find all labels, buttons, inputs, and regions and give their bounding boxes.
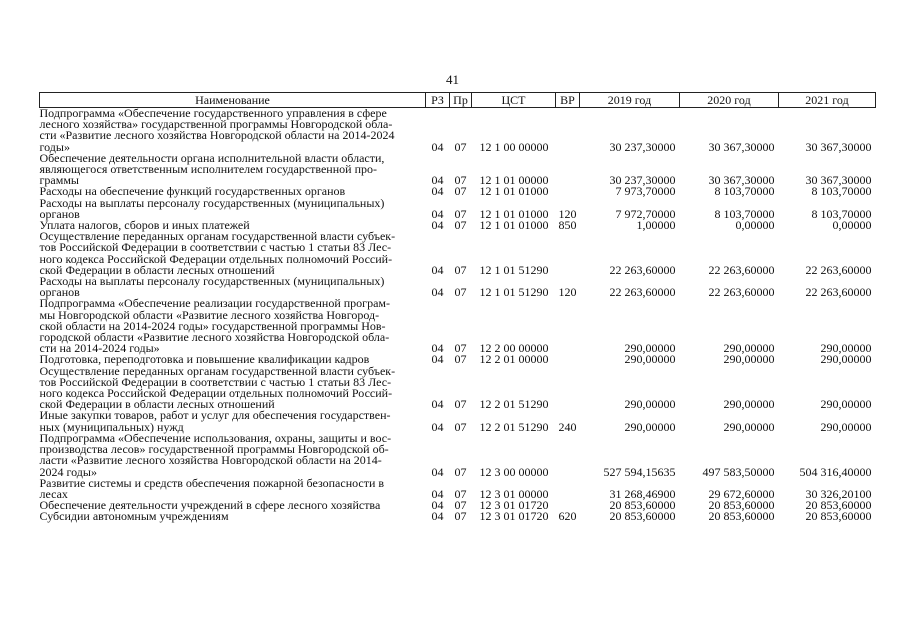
row-2019: 1,00000	[636, 218, 676, 233]
row-rz: 04	[431, 464, 444, 479]
row-name	[39, 195, 426, 221]
row-cst: 12 2 01 51290	[479, 397, 549, 412]
row-rz: 04	[431, 341, 444, 356]
row-name-line: Осуществление переданных органам государственной власти субъек-	[39, 363, 396, 378]
row-2021: 290,00000	[820, 419, 872, 434]
row-rz: 04	[431, 262, 444, 277]
row-2019: 7 972,70000	[615, 206, 676, 221]
row-name-line: Подпрограмма «Обеспечение государственного управления в сфере	[39, 106, 387, 120]
row-2020: 290,00000	[723, 352, 775, 367]
row-pr: 07	[454, 285, 467, 300]
row-2020: 20 853,60000	[708, 509, 775, 524]
row-pr: 07	[454, 464, 467, 479]
row-vr	[556, 433, 580, 478]
row-name-line: лесного хозяйства» государственной программы Новгородской обла-	[39, 117, 393, 132]
row-vr	[556, 108, 580, 153]
row-rz: 04	[431, 173, 444, 188]
row-2020: 30 367,30000	[708, 139, 775, 154]
row-rz: 04	[431, 352, 444, 367]
row-cst: 12 2 00 00000	[479, 341, 549, 356]
row-name	[40, 298, 426, 354]
row-name-line: Осуществление переданных органам государственной власти субъек-	[39, 229, 396, 244]
header-name: Наименование	[40, 93, 426, 108]
row-name-line: ской Федерации в области лесных отношений	[39, 262, 275, 277]
row-cst: 12 1 00 00000	[479, 139, 549, 154]
row-name	[39, 475, 426, 501]
row-cst: 12 3 00 00000	[479, 464, 549, 479]
row-rz: 04	[431, 206, 444, 221]
row-2020: 20 853,60000	[708, 498, 775, 513]
row-name-line: Подпрограмма «Обеспечение использования, охраны, защиты и вос-	[39, 430, 392, 445]
row-vr	[556, 153, 580, 187]
row-2021: 290,00000	[820, 341, 872, 356]
table-row	[40, 298, 876, 354]
header-2021: 2021 год	[779, 93, 876, 108]
row-pr: 07	[454, 352, 467, 367]
row-name	[39, 363, 426, 412]
row-name-line: ного кодекса Российской Федерации отдельных полномочий Россий-	[39, 251, 393, 266]
row-name-line: тов Российской Федерации в соответствии с частью 1 статьи 83 Лес-	[39, 240, 392, 255]
row-pr: 07	[454, 218, 467, 233]
row-2021: 30 367,30000	[805, 173, 872, 188]
row-rz: 04	[431, 184, 444, 199]
row-2019: 290,00000	[624, 397, 676, 412]
row-pr: 07	[454, 486, 467, 501]
row-name	[40, 108, 426, 153]
row-name-line: 2024 годы»	[39, 464, 97, 479]
row-cst: 12 1 01 51290	[479, 262, 549, 277]
row-2019: 290,00000	[624, 341, 676, 356]
row-name	[40, 231, 426, 276]
row-rz: 04	[431, 498, 444, 513]
row-2021: 22 263,60000	[805, 262, 872, 277]
row-vr	[556, 354, 580, 365]
row-name-line: мы Новгородской области «Развитие лесного хозяйства Новгород-	[39, 307, 380, 322]
row-2019: 20 853,60000	[609, 509, 676, 524]
row-name-line: Субсидии автономным учреждениям	[39, 509, 229, 524]
row-vr: 620	[558, 509, 577, 524]
row-pr: 07	[454, 341, 467, 356]
row-name-line: Подпрограмма «Обеспечение реализации государственной програм-	[39, 296, 391, 311]
row-pr: 07	[454, 173, 467, 188]
row-cst: 12 2 01 51290	[479, 419, 549, 434]
row-name-line: органов	[39, 285, 80, 300]
row-2020: 290,00000	[723, 341, 775, 356]
table-row	[40, 366, 876, 411]
row-2021: 8 103,70000	[811, 184, 872, 199]
row-name	[39, 150, 426, 188]
header-pr: Пр	[450, 93, 472, 108]
row-name-line: Развитие системы и средств обеспечения пожарной безопасности в	[39, 475, 385, 490]
row-pr: 07	[454, 509, 467, 524]
row-name-line: ской области на 2014-2024 годы» государственной программы Нов-	[39, 318, 386, 333]
row-pr: 07	[454, 397, 467, 412]
table-row	[40, 511, 876, 522]
row-cst: 12 1 01 51290	[479, 285, 549, 300]
row-2020: 8 103,70000	[714, 184, 775, 199]
row-rz: 04	[431, 486, 444, 501]
header-rz: РЗ	[426, 93, 450, 108]
row-2021: 290,00000	[820, 352, 872, 367]
row-name-line: городской области «Развитие лесного хозяйства Новгородской обла-	[39, 330, 390, 345]
row-name-line: сти на 2014-2024 годы»	[39, 341, 160, 356]
header-vr: ВР	[556, 93, 580, 108]
row-name-line: годы»	[39, 139, 70, 154]
row-2021: 504 316,40000	[799, 464, 872, 479]
row-2020: 290,00000	[723, 397, 775, 412]
budget-table	[39, 92, 876, 523]
row-name-line: ного кодекса Российской Федерации отдельных полномочий Россий-	[39, 386, 393, 401]
row-2019: 31 268,46900	[609, 486, 676, 501]
row-name-line: граммы	[39, 173, 79, 188]
row-pr: 07	[454, 498, 467, 513]
row-2020: 30 367,30000	[708, 173, 775, 188]
row-name	[40, 410, 426, 432]
row-pr: 07	[454, 139, 467, 154]
row-vr: 120	[558, 285, 577, 300]
row-name-line: сти «Развитие лесного хозяйства Новгородской области на 2014-2024	[39, 128, 395, 143]
row-2019: 290,00000	[624, 352, 676, 367]
row-2021: 20 853,60000	[805, 498, 872, 513]
table-row	[40, 153, 876, 187]
table-row	[40, 231, 876, 276]
table-row	[40, 276, 876, 298]
row-cst: 12 1 01 00000	[479, 173, 549, 188]
row-2021: 20 853,60000	[805, 509, 872, 524]
row-name-line: производства лесов» государственной программы Новгородской об-	[39, 442, 389, 457]
row-2020: 22 263,60000	[708, 285, 775, 300]
row-name-line: Подготовка, переподготовка и повышение квалификации кадров	[39, 352, 370, 367]
row-cst: 12 3 01 01720	[479, 498, 549, 513]
row-2021: 30 326,20100	[805, 486, 872, 501]
row-2019: 22 263,60000	[609, 262, 676, 277]
table-row	[40, 198, 876, 220]
row-name-line: Обеспечение деятельности органа исполнительной власти области,	[39, 150, 385, 165]
row-2020: 0,00000	[735, 218, 775, 233]
row-name-line: Обеспечение деятельности учреждений в сфере лесного хозяйства	[39, 498, 381, 513]
row-name-line: тов Российской Федерации в соответствии с частью 1 статьи 83 Лес-	[39, 374, 392, 389]
row-cst: 12 3 01 00000	[479, 486, 549, 501]
row-pr: 07	[454, 184, 467, 199]
row-2021: 22 263,60000	[805, 285, 872, 300]
row-pr: 07	[454, 206, 467, 221]
row-pr: 07	[454, 262, 467, 277]
row-2019: 30 237,30000	[609, 173, 676, 188]
row-2019: 30 237,30000	[609, 139, 676, 154]
row-2021: 290,00000	[820, 397, 872, 412]
row-name	[40, 511, 426, 522]
row-rz: 04	[431, 218, 444, 233]
table-row	[40, 410, 876, 432]
row-vr	[556, 298, 580, 354]
row-pr: 07	[454, 419, 467, 434]
row-vr	[556, 366, 580, 411]
row-name	[40, 276, 426, 298]
row-name-line: ской Федерации в области лесных отношений	[39, 397, 275, 412]
row-2020: 8 103,70000	[714, 206, 775, 221]
page-number: 41	[446, 72, 459, 87]
row-rz: 04	[431, 509, 444, 524]
row-2020: 497 583,50000	[702, 464, 775, 479]
row-2021: 8 103,70000	[811, 206, 872, 221]
row-2021: 30 367,30000	[805, 139, 872, 154]
row-name-line: ласти «Развитие лесного хозяйства Новгородской области на 2014-	[39, 453, 382, 468]
row-name-line: Расходы на обеспечение функций государственных органов	[39, 184, 346, 199]
row-name-line: являющегося ответственным исполнителем государственной про-	[39, 162, 377, 177]
row-name-line: Уплата налогов, сборов и иных платежей	[39, 218, 250, 233]
row-cst: 12 1 01 01000	[479, 206, 549, 221]
row-2019: 20 853,60000	[609, 498, 676, 513]
row-2019: 527 594,15635	[603, 464, 676, 479]
table-row	[40, 108, 876, 153]
header-2019: 2019 год	[580, 93, 680, 108]
row-rz: 04	[431, 285, 444, 300]
row-2019: 290,00000	[624, 419, 676, 434]
row-vr: 850	[558, 218, 577, 233]
row-2019: 7 973,70000	[615, 184, 676, 199]
row-name-line: лесах	[39, 486, 68, 501]
row-rz: 04	[431, 419, 444, 434]
row-cst: 12 2 01 00000	[479, 352, 549, 367]
header-cst: ЦСТ	[472, 93, 556, 108]
table-row	[40, 478, 876, 500]
row-vr: 240	[558, 419, 577, 434]
row-cst: 12 3 01 01720	[479, 509, 549, 524]
row-name-line: Иные закупки товаров, работ и услуг для обеспечения государствен-	[39, 408, 391, 423]
row-cst: 12 1 01 01000	[479, 184, 549, 199]
row-cst: 12 1 01 01000	[479, 218, 549, 233]
row-name	[39, 430, 426, 479]
row-vr	[556, 231, 580, 276]
row-name-line: Расходы на выплаты персоналу государственных (муниципальных)	[39, 274, 385, 289]
row-rz: 04	[431, 397, 444, 412]
row-name-line: Расходы на выплаты персоналу государственных (муниципальных)	[39, 195, 385, 210]
row-name-line: органов	[39, 206, 80, 221]
row-2020: 29 672,60000	[708, 486, 775, 501]
row-vr: 120	[558, 206, 577, 221]
row-vr	[556, 186, 580, 197]
row-2020: 290,00000	[723, 419, 775, 434]
row-name-line: ных (муниципальных) нужд	[39, 419, 184, 434]
row-vr	[556, 478, 580, 500]
row-rz: 04	[431, 139, 444, 154]
row-2020: 22 263,60000	[708, 262, 775, 277]
table-row	[40, 433, 876, 478]
row-2021: 0,00000	[832, 218, 872, 233]
header-2020: 2020 год	[680, 93, 779, 108]
row-2019: 22 263,60000	[609, 285, 676, 300]
